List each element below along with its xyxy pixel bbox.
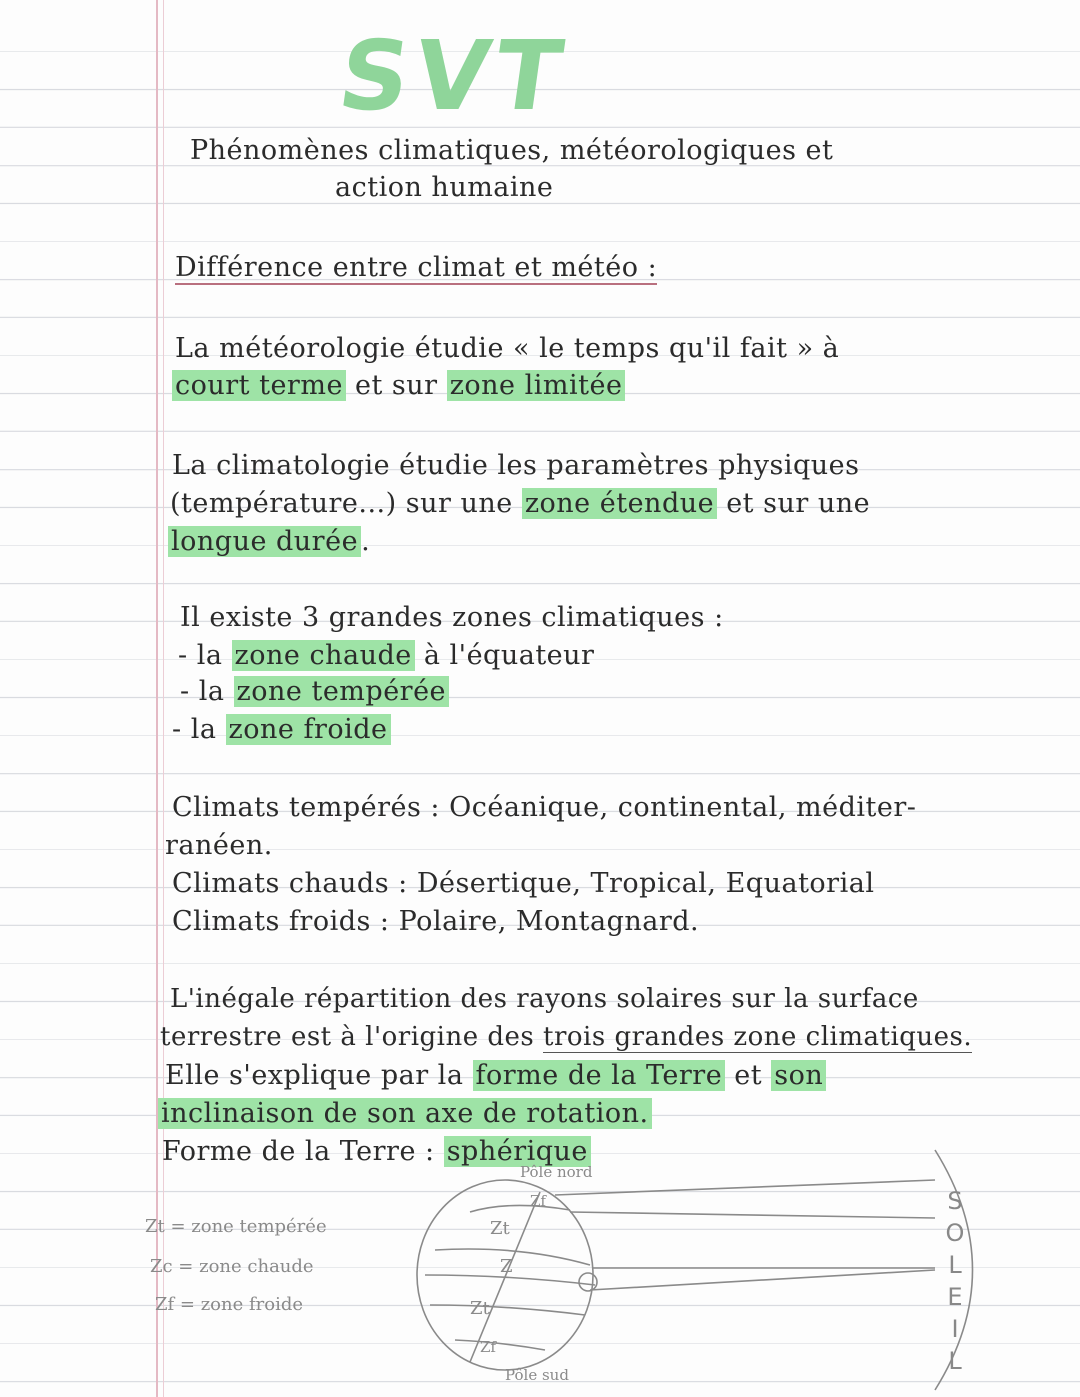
meteo-line-1: La météorologie étudie « le temps qu'il fait » à: [175, 333, 840, 364]
label-zf-top: Zf: [530, 1192, 546, 1210]
sun-ray-2: [570, 1212, 935, 1218]
repartition-line-3-mid: et: [734, 1060, 763, 1091]
highlight-forme-terre: forme de la Terre: [473, 1060, 726, 1091]
climato-line-1: La climatologie étudie les paramètres physiques: [172, 450, 860, 481]
climato-post: et sur une: [726, 488, 871, 519]
sun-label: [940, 1185, 970, 1377]
zones-intro: Il existe 3 grandes zones climatiques :: [180, 602, 724, 633]
label-zt-top: Zt: [490, 1218, 510, 1239]
label-pole-sud: Pôle sud: [505, 1366, 569, 1384]
climats-froids: Climats froids : Polaire, Montagnard.: [172, 906, 700, 937]
heading-line-1: Phénomènes climatiques, météorologiques et: [190, 135, 834, 166]
highlight-zone-chaude: zone chaude: [232, 640, 415, 671]
zones-item-3-pre: - la: [172, 714, 217, 745]
zones-item-1-post: à l'équateur: [423, 640, 595, 671]
label-pole-nord: Pôle nord: [520, 1163, 593, 1181]
highlight-son: son: [771, 1060, 826, 1091]
zones-item-1-pre: - la: [178, 640, 223, 671]
sun-letter-e: E: [947, 1283, 963, 1311]
sun-ray-4: [590, 1270, 935, 1290]
repartition-line-1: L'inégale répartition des rayons solaires sur la surface: [170, 984, 919, 1014]
highlight-zone-etendue: zone étendue: [522, 488, 717, 519]
sun-letter-i: I: [951, 1315, 959, 1343]
parallel-north-polar: [470, 1205, 570, 1212]
highlight-inclinaison: inclinaison de son axe de rotation.: [158, 1098, 652, 1129]
climats-temperes-line-1: Climats tempérés : Océanique, continental, méditer-: [172, 792, 917, 823]
heading-line-2: action humaine: [335, 172, 554, 203]
legend-zt: Zt = zone tempérée: [145, 1216, 327, 1237]
label-zt-bottom: Zt: [470, 1298, 490, 1319]
sun-ray-1: [555, 1180, 935, 1195]
legend-zc: Zc = zone chaude: [150, 1256, 314, 1277]
climato-pre: (température...) sur une: [170, 488, 513, 519]
section-title-text: Différence entre climat et météo :: [175, 252, 658, 283]
meteo-mid: et sur: [355, 370, 438, 401]
legend-zf: Zf = zone froide: [155, 1294, 304, 1315]
parallel-south-tropic: [430, 1305, 585, 1315]
label-zc: Z: [500, 1256, 513, 1277]
highlight-spherique: sphérique: [444, 1136, 591, 1167]
highlight-court-terme: court terme: [172, 370, 346, 401]
highlight-zone-froide: zone froide: [226, 714, 391, 745]
highlight-zone-temperee: zone tempérée: [234, 676, 450, 707]
underline-trois-zones: trois grandes zone climatiques.: [543, 1022, 973, 1052]
sun-letter-l: L: [948, 1251, 962, 1279]
highlight-zone-limitee: zone limitée: [447, 370, 626, 401]
repartition-line-3-pre: Elle s'explique par la: [165, 1060, 464, 1091]
forme-terre-pre: Forme de la Terre :: [162, 1136, 435, 1167]
climats-temperes-line-2: ranéen.: [165, 830, 273, 861]
climato-period: .: [361, 526, 371, 557]
sun-letter-o: O: [945, 1219, 965, 1247]
zones-item-2-pre: - la: [180, 676, 225, 707]
highlight-longue-duree: longue durée: [168, 526, 361, 557]
label-zf-bottom: Zf: [480, 1338, 496, 1356]
sun-letter-l2: L: [948, 1347, 962, 1375]
page-title: SVT: [332, 20, 575, 132]
parallel-south-polar: [455, 1340, 545, 1350]
equator-marker: [579, 1273, 597, 1291]
climats-chauds: Climats chauds : Désertique, Tropical, Equatorial: [172, 868, 875, 899]
sun-letter-s: S: [947, 1187, 963, 1215]
repartition-line-2-pre: terrestre est à l'origine des: [160, 1022, 535, 1052]
